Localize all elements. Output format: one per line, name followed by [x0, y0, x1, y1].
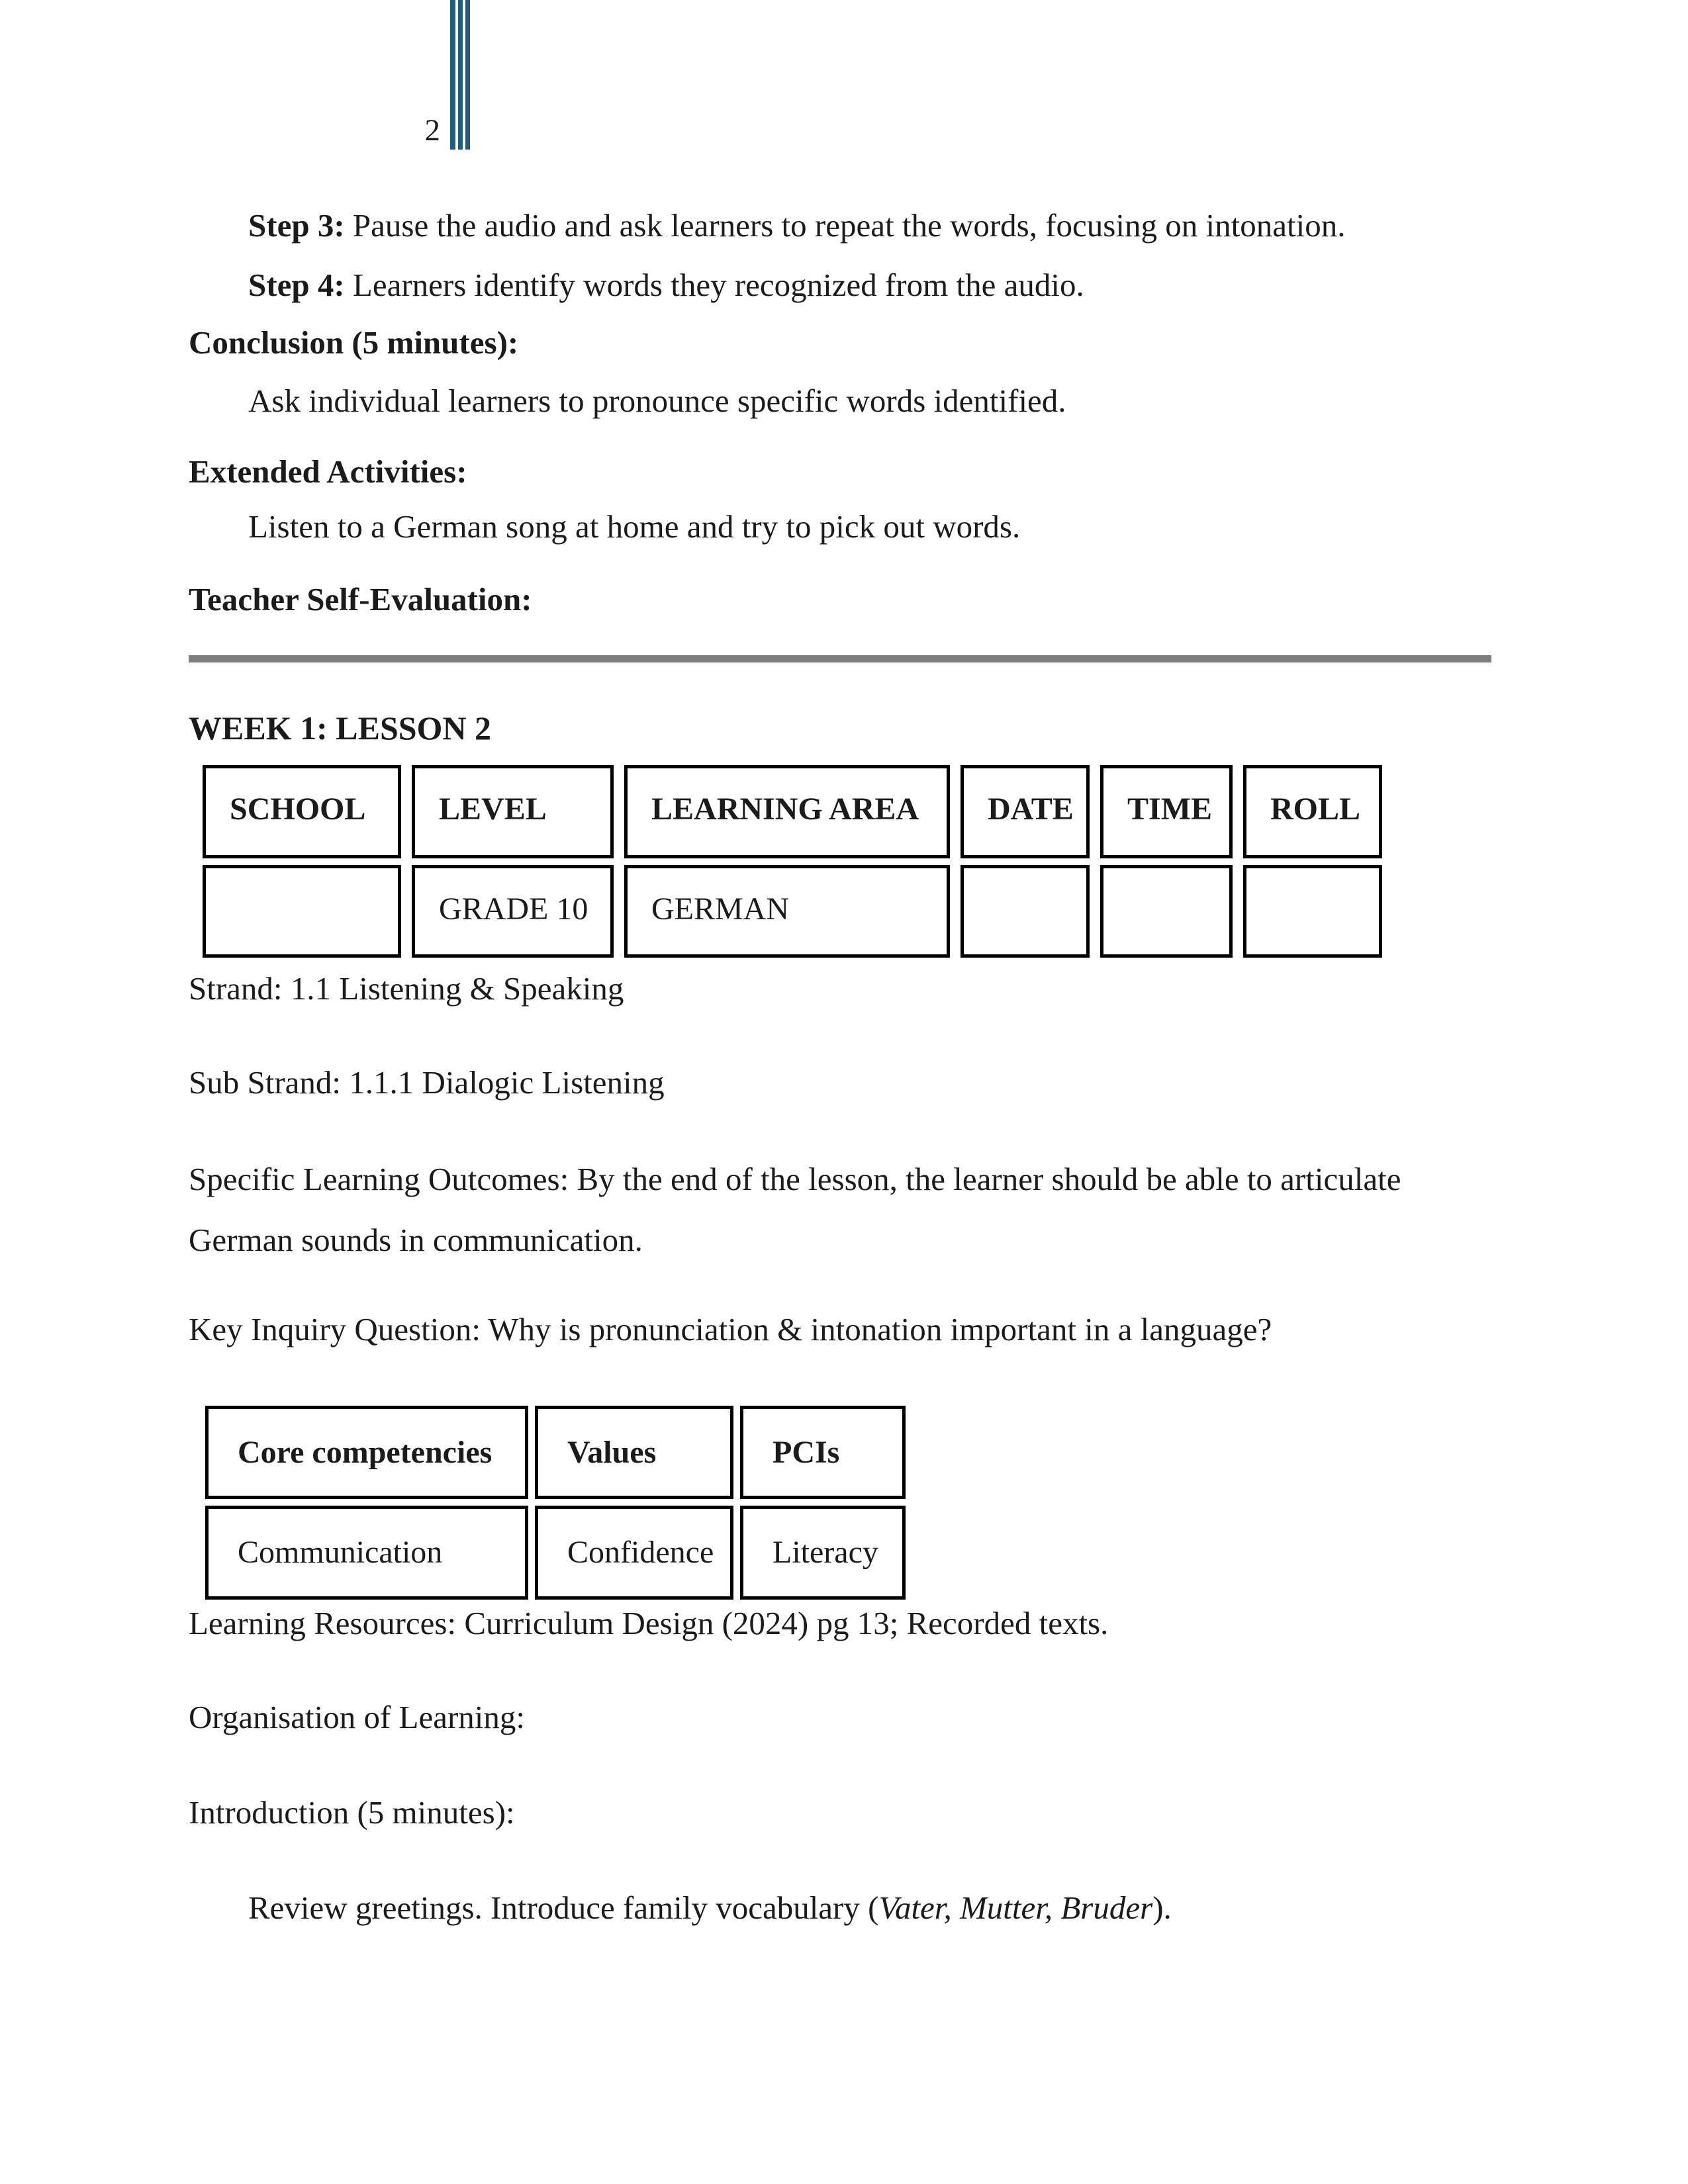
- info-table-header-row: [203, 765, 1382, 858]
- info-table-value-row: [203, 865, 1382, 958]
- info-value-time: [1100, 865, 1233, 958]
- step3-text: Pause the audio and ask learners to repeat the words, focusing on intonation.: [344, 207, 1346, 244]
- info-header-date: DATE: [961, 765, 1090, 858]
- step3-paragraph: [248, 206, 1345, 246]
- sub-strand-text: Sub Strand: 1.1.1 Dialogic Listening: [189, 1064, 665, 1101]
- review-suffix: ).: [1152, 1889, 1172, 1926]
- specific-learning-outcomes: Specific Learning Outcomes: By the end of the lesson, the learner should be able to articulate German sounds in communication.: [189, 1161, 1401, 1258]
- conclusion-text: Ask individual learners to pronounce specific words identified.: [248, 383, 1066, 419]
- info-header-level: LEVEL: [412, 765, 614, 858]
- organisation-of-learning-heading: Organisation of Learning:: [189, 1699, 526, 1735]
- review-german-vocabulary: Vater, Mutter, Bruder: [878, 1889, 1153, 1926]
- competency-header-core: Core competencies: [205, 1406, 528, 1499]
- accent-bar-line: [450, 0, 455, 150]
- learning-resources-text: Learning Resources: Curriculum Design (2024) pg 13; Recorded texts.: [189, 1605, 1109, 1641]
- extended-activities-heading: Extended Activities:: [189, 453, 467, 490]
- introduction-heading: Introduction (5 minutes):: [189, 1794, 515, 1831]
- info-value-date: [961, 865, 1090, 958]
- step3-label: Step 3:: [248, 207, 345, 244]
- accent-bar-line: [465, 0, 470, 150]
- competency-table: [205, 1406, 906, 1600]
- info-value-school: [203, 865, 401, 958]
- info-header-learning-area: LEARNING AREA: [624, 765, 950, 858]
- competency-table-header-row: [205, 1406, 906, 1499]
- section-divider: [189, 655, 1491, 662]
- accent-bar-line: [458, 0, 463, 150]
- header-accent-bar: [450, 0, 470, 150]
- info-header-school: SCHOOL: [203, 765, 401, 858]
- competency-value-core: Communication: [205, 1506, 528, 1600]
- teacher-self-evaluation-heading: Teacher Self-Evaluation:: [189, 581, 532, 617]
- info-value-level: GRADE 10: [412, 865, 614, 958]
- page-number: 2: [424, 113, 440, 148]
- strand-text: Strand: 1.1 Listening & Speaking: [189, 970, 624, 1007]
- review-greetings-paragraph: [248, 1889, 1172, 1928]
- info-value-learning-area: GERMAN: [624, 865, 950, 958]
- competency-header-pcis: PCIs: [740, 1406, 906, 1499]
- extended-activities-text: Listen to a German song at home and try to pick out words.: [248, 508, 1021, 545]
- info-header-time: TIME: [1100, 765, 1233, 858]
- step4-text: Learners identify words they recognized from the audio.: [344, 267, 1084, 303]
- lesson-info-table: [203, 765, 1382, 958]
- competency-value-pcis: Literacy: [740, 1506, 906, 1600]
- step4-paragraph: [248, 266, 1084, 305]
- conclusion-heading: Conclusion (5 minutes):: [189, 324, 519, 361]
- key-inquiry-question: Key Inquiry Question: Why is pronunciation & intonation important in a language?: [189, 1311, 1272, 1347]
- competency-value-values: Confidence: [535, 1506, 733, 1600]
- competency-table-value-row: [205, 1506, 906, 1600]
- week-lesson-title: WEEK 1: LESSON 2: [189, 709, 492, 747]
- info-header-roll: ROLL: [1243, 765, 1382, 858]
- competency-header-values: Values: [535, 1406, 733, 1499]
- review-prefix: Review greetings. Introduce family vocabulary (: [248, 1889, 879, 1926]
- step4-label: Step 4:: [248, 267, 345, 303]
- info-value-roll: [1243, 865, 1382, 958]
